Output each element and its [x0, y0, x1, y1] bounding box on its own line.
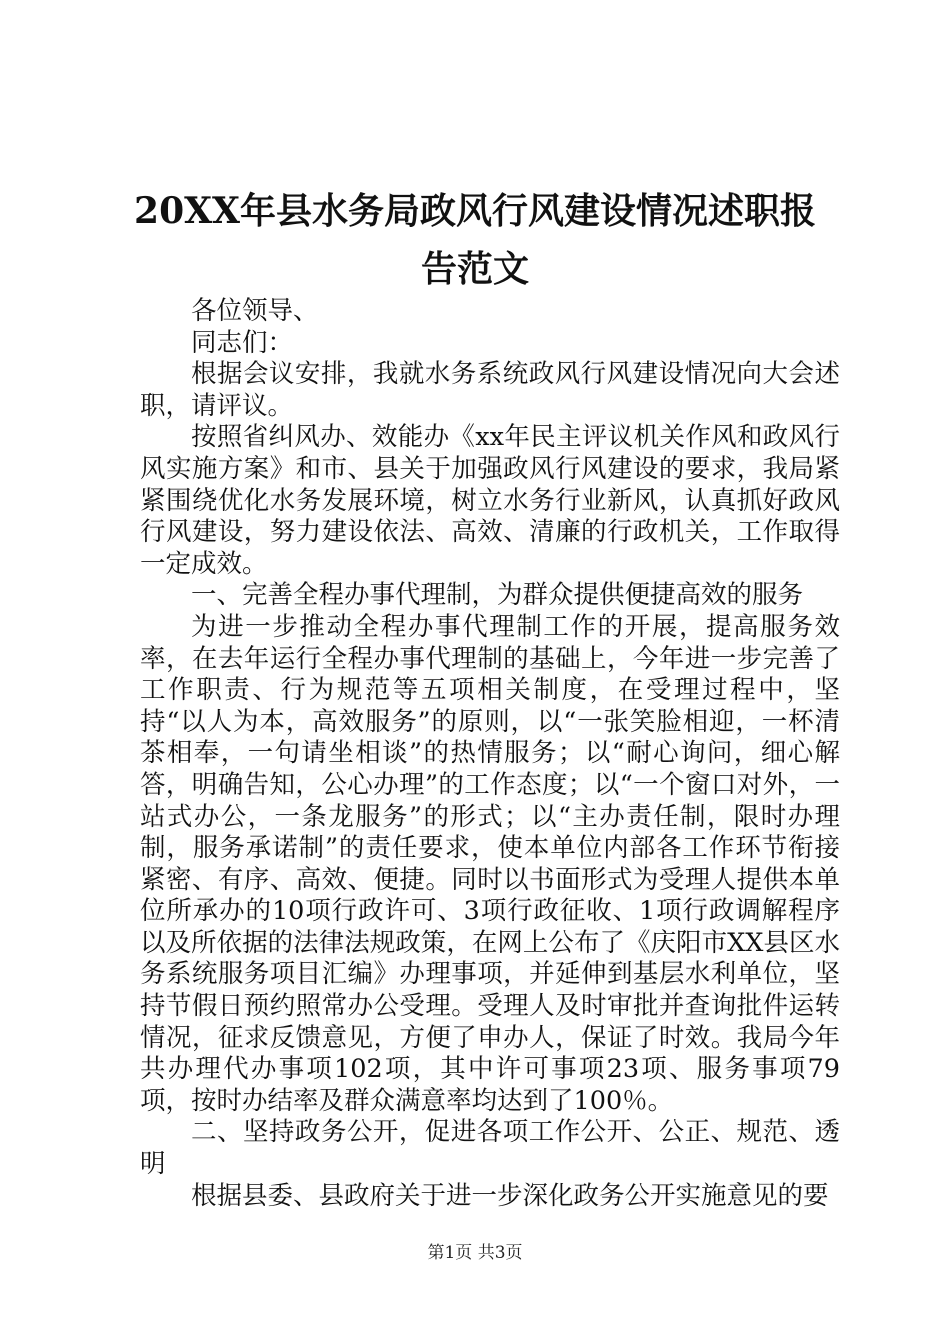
page-footer: 第1页 共3页 [427, 1243, 523, 1263]
document-body [140, 296, 840, 1212]
paragraph-section-1: 为进一步推动全程办事代理制工作的开展，提高服务效率，在去年运行全程办事代理制的基础上，今年进一步完善了工作职责、行为规范等五项相关制度，在受理过程中，坚持“以人为本，高效服务”的原则，以“一张笑脸相迎，一杯清茶相奉，一句请坐相谈”的热情服务；以“耐心询问，细心解答，明确告知，公心办理”的工作态度；以“一个窗口对外，一站式办公，一条龙服务”的形式；以“主办责任制，限时办理制，服务承诺制”的责任要求，使本单位内部各工作环节衔接紧密、有序、高效、便捷。同时以书面形式为受理人提供本单位所承办的10项行政许可、3项行政征收、1项行政调解程序以及所依据的法律法规政策，在网上公布了《庆阳市XX县区水务系统服务项目汇编》办理事项，并延伸到基层水利单位，坚持节假日预约照常办公受理。受理人及时审批并查询批件运转情况，征求反馈意见，方便了申办人，保证了时效。我局今年共办理代办事项102项，其中许可事项23项、服务事项79项，按时办结率及群众满意率均达到了100％。 [140, 611, 840, 1116]
section-heading-2: 二、坚持政务公开，促进各项工作公开、公正、规范、透明 [140, 1117, 840, 1180]
paragraph-intro: 根据会议安排，我就水务系统政风行风建设情况向大会述职，请评议。 [140, 359, 840, 421]
paragraph-section-2: 根据县委、县政府关于进一步深化政务公开实施意见的要 [191, 1180, 829, 1211]
salutation-comrades: 同志们： [191, 327, 294, 358]
paragraph-overview: 按照省纠风办、效能办《xx年民主评议机关作风和政风行风实施方案》和市、县关于加强政风行风建设的要求，我局紧紧围绕优化水务发展环境，树立水务行业新风，认真抓好政风行风建设，努力建设依法、高效、清廉的行政机关，工作取得一定成效。 [140, 422, 840, 579]
salutation-leaders: 各位领导、 [191, 296, 319, 326]
document-title: 20XX年县水务局政风行风建设情况述职报告范文 [134, 190, 816, 290]
section-heading-1: 一、完善全程办事代理制，为群众提供便捷高效的服务 [191, 580, 804, 611]
